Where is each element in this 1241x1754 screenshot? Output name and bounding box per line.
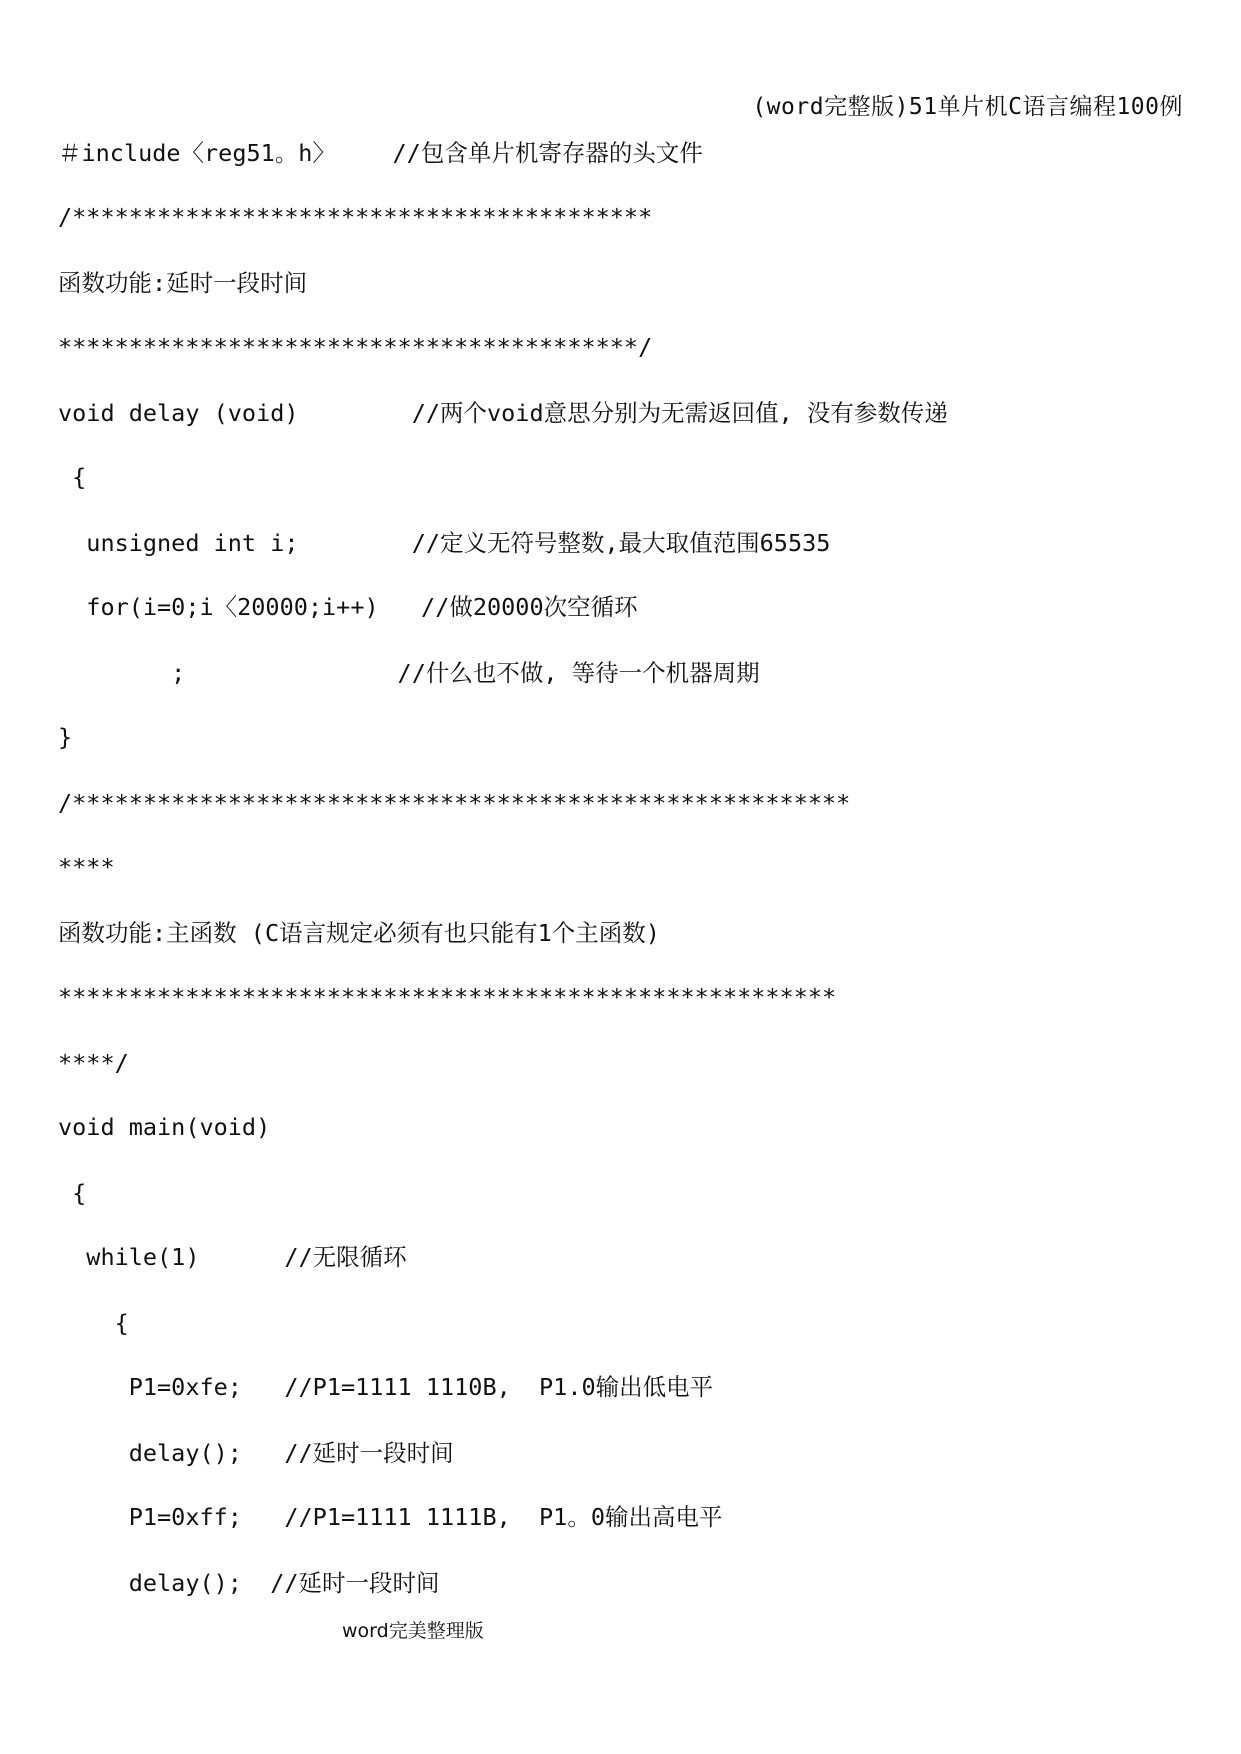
code-line-include: ＃include〈reg51。h〉 //包含单片机寄存器的头文件 bbox=[58, 139, 703, 167]
code-line-open-brace: { bbox=[58, 1309, 129, 1337]
code-line-delay-call: delay(); //延时一段时间 bbox=[58, 1439, 454, 1467]
code-line-comment-border: /******************************************************* bbox=[58, 789, 851, 817]
code-line-function-desc: 函数功能:延时一段时间 bbox=[58, 269, 308, 297]
code-line-p1-low: P1=0xfe; //P1=1111 1110B, P1.0输出低电平 bbox=[58, 1373, 714, 1401]
code-line-while-loop: while(1) //无限循环 bbox=[58, 1243, 407, 1271]
code-line-for-loop: for(i=0;i〈20000;i++) //做20000次空循环 bbox=[58, 593, 638, 621]
code-line-main-desc: 函数功能:主函数 (C语言规定必须有也只能有1个主函数) bbox=[58, 919, 660, 947]
code-line-delay-call: delay(); //延时一段时间 bbox=[58, 1569, 440, 1597]
code-line-open-brace: { bbox=[58, 463, 87, 491]
code-line-comment-border: ****/ bbox=[58, 1049, 129, 1077]
page-header: (word完整版)51单片机C语言编程100例 bbox=[752, 94, 1183, 120]
code-line-delay-signature: void delay (void) //两个void意思分别为无需返回值, 没有参数传递 bbox=[58, 399, 948, 427]
code-line-comment-border: *****************************************/ bbox=[58, 333, 653, 361]
code-line-main-signature: void main(void) bbox=[58, 1113, 271, 1141]
code-line-declare-i: unsigned int i; //定义无符号整数,最大取值范围65535 bbox=[58, 529, 831, 557]
code-line-p1-high: P1=0xff; //P1=1111 1111B, P1。0输出高电平 bbox=[58, 1503, 723, 1531]
code-line-close-brace: } bbox=[58, 723, 73, 751]
code-line-comment-border: **** bbox=[58, 853, 115, 881]
page-footer: word完美整理版 bbox=[342, 1620, 484, 1642]
code-line-comment-border: /***************************************** bbox=[58, 203, 653, 231]
code-line-comment-border: ******************************************************* bbox=[58, 983, 837, 1011]
code-line-empty-statement: ; //什么也不做, 等待一个机器周期 bbox=[58, 659, 760, 687]
code-line-open-brace: { bbox=[58, 1179, 87, 1207]
